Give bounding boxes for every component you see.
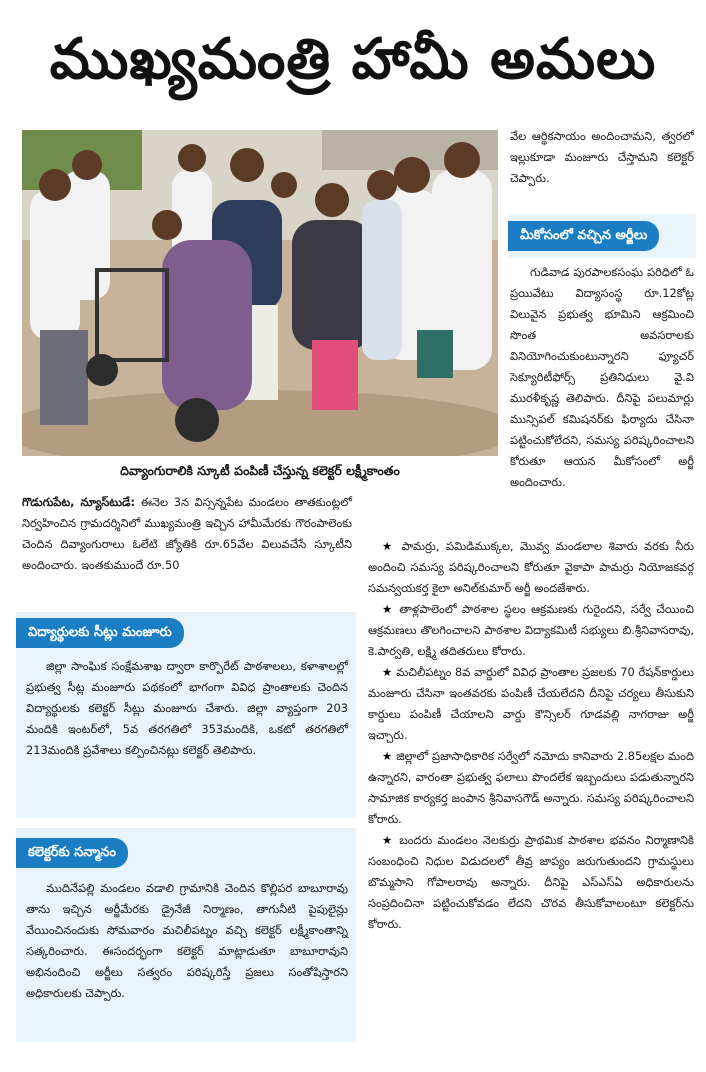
honour-heading: కలెక్టర్‌కు సన్మానం bbox=[16, 838, 128, 868]
seats-paragraph: జిల్లా సాంఘిక సంక్షేమశాఖ ద్వారా కార్పొరేట్ పాఠశాలలు, కళాశాలల్లో ప్రభుత్వ సీట్ల మంజూరు పథకంలో భాగంగా వివిధ ప్రాంతాలకు చెందిన విద్యార్థులకు కలెక్టర్ సీట్లు మంజూరు చేశారు. జిల్లా వ్యాప్తంగా 203 మందికి ఇంటర్‌లో, 5వ తరగతిలో 353మందికి, ఒకటో తరగతిలో 213మందికి ప్రవేశాలు కల్పించినట్లు కలెక్టర్ తెలిపారు. bbox=[26, 659, 348, 757]
lead-story bbox=[22, 492, 352, 576]
news-photo bbox=[22, 130, 498, 456]
list-item bbox=[368, 830, 694, 935]
seats-text-block bbox=[26, 656, 348, 761]
star-icon: ★ bbox=[382, 833, 400, 847]
lead-story-text: ఈనెల 3న విస్సన్నపేట మండలం తాతకుంట్లలో నిర్వహించిన గ్రామదర్శినిలో ముఖ్యమంత్రి ఇచ్చిన హామీమేరకు గౌరంపాలెంకు చెందిన దివ్యాంగురాలు ఓలేటి జ్యోతికి రూ.65వేల విలువచేసే స్కూటీని అందించారు. ఇంతకుముందే రూ.50 bbox=[22, 495, 352, 572]
seats-box bbox=[16, 612, 356, 818]
photo-illustration bbox=[22, 130, 498, 456]
star-icon: ★ bbox=[382, 539, 402, 553]
honour-text-block bbox=[26, 878, 348, 1004]
list-item bbox=[368, 536, 694, 599]
photo-caption: దివ్యాంగురాలికి స్కూటీ పంపిణీ చేస్తున్న కలెక్టర్ లక్ష్మీకాంతం bbox=[22, 458, 498, 484]
star-icon: ★ bbox=[382, 602, 400, 616]
dateline: గొడుగుపేట, న్యూస్‌టుడే: bbox=[22, 495, 136, 509]
list-item bbox=[368, 746, 694, 830]
honour-paragraph: ముదినేపల్లి మండలం వడాలి గ్రామానికి చెందిన కొల్లిపర బాబూరావు తాను ఇచ్చిన అర్జీమేరకు డ్రైనేజీ నిర్మాణం, తాగునీటి పైపులైన్లు వేయించినందుకు సోమవారం మచిలీపట్నం వచ్చి కలెక్టర్ లక్ష్మీకాంతాన్ని సత్కరించారు. ఈసందర్భంగా కలెక్టర్ మాట్లాడుతూ బాబూరావుని అభినందించి అర్జీలు సత్వరం పరిష్కరిస్తే ప్రజలు సంతోషిస్తారని అధికారులకు చెప్పారు. bbox=[26, 881, 348, 1000]
star-icon: ★ bbox=[382, 749, 397, 763]
item-text: మచిలీపట్నం 8వ వార్డులో వివిధ ప్రాంతాల ప్రజలకు 70 రేషన్‌కార్డులు మంజూరు చేసినా ఇంతవరకు పంపిణీ చేయలేదని దీనిపై చర్యలు తీసుకుని కార్డులు పంపిణీ చేయాలని వార్డు కౌన్సిలర్ గూడవల్లి నాగరాజు అర్జీ ఇచ్చారు. bbox=[368, 665, 694, 742]
meekosam-heading-box bbox=[508, 214, 696, 258]
seats-heading: విద్యార్థులకు సీట్లు మంజూరు bbox=[16, 618, 184, 648]
item-text: బందరు మండలం నెలకుర్రు ప్రాథమిక పాఠశాల భవనం నిర్మాణానికి సంబంధించి నిధుల విడుదలలో తీవ్ర జాప్యం జరుగుతుందని గ్రామస్థులు బొమ్మసాని గోపాలరావు అన్నారు. దీనిపై ఎస్ఎస్ఏ అధికారులను సంప్రదించినా పట్టించుకోవడం లేదని చొరవ తీసుకోవాలంటూ కలెక్టర్‌ను కోరారు. bbox=[368, 833, 694, 931]
headline: ముఖ్యమంత్రి హామీ అమలు bbox=[49, 27, 657, 92]
list-item bbox=[368, 662, 694, 746]
star-icon: ★ bbox=[382, 665, 397, 679]
honour-box bbox=[16, 828, 356, 1042]
meekosam-heading: మీకోసంలో వచ్చిన అర్జీలు bbox=[508, 221, 659, 251]
meekosam-intro bbox=[510, 262, 694, 493]
meekosam-intro-paragraph: గుడివాడ పురపాలకసంఘ పరిధిలో ఓ ప్రయివేటు విద్యాసంస్థ రూ.12కోట్ల విలువైన ప్రభుత్వ భూమిని ఆక్రమించి సొంత అవసరాలకు వినియోగించుకుంటున్నారని ఫ్యూచర్ సెక్యూరిటీఫోర్స్ ప్రతినిధులు వై.వి మురళీకృష్ణ తెలిపారు. దీనిపై పలుమార్లు మున్సిపల్ కమిషనర్‌కు ఫిర్యాదు చేసినా పట్టించుకోలేదని, సమస్య పరిష్కరించాలని కోరుతూ ఆయన మీకోసంలో అర్జీ అందించారు. bbox=[510, 265, 694, 489]
item-text: జిల్లాలో ప్రజాసాధికారిక సర్వేలో నమోదు కానివారు 2.85లక్షల మంది ఉన్నారని, వారంతా ప్రభుత్వ ఫలాలు పొందలేక ఇబ్బందులు పడుతున్నారని సామాజిక కార్యకర్త జంపాన శ్రీనివాసగౌడ్ అన్నారు. సమస్య పరిష్కరించాలని కోరారు. bbox=[368, 749, 694, 826]
continuation-text bbox=[510, 126, 694, 189]
continuation-paragraph: వేల ఆర్థికసాయం అందించామని, త్వరలో ఇల్లుకూడా మంజూరు చేస్తామని కలెక్టర్ చెప్పారు. bbox=[510, 129, 694, 185]
item-text: పామర్రు, పమిడిముక్కల, మొవ్వ మండలాల శివారు వరకు నీరు అందించి సమస్య పరిష్కరించాలని కోరుతూ వైకాపా పామర్రు నియోజకవర్గ సమన్వయకర్త కైలా అనిల్‌కుమార్ అర్జీ అందజేశారు. bbox=[368, 539, 694, 595]
meekosam-items bbox=[368, 536, 694, 935]
list-item bbox=[368, 599, 694, 662]
item-text: తాళ్లపాలెంలో పాఠశాల స్థలం ఆక్రమణకు గురైందని, సర్వే చేయించి ఆక్రమణలు తొలగించాలని పాఠశాల విద్యాకమిటీ సభ్యులు బి.శ్రీనివాసరావు, కె.పార్వతి, లక్ష్మి తదితరులు కోరారు. bbox=[368, 602, 695, 658]
